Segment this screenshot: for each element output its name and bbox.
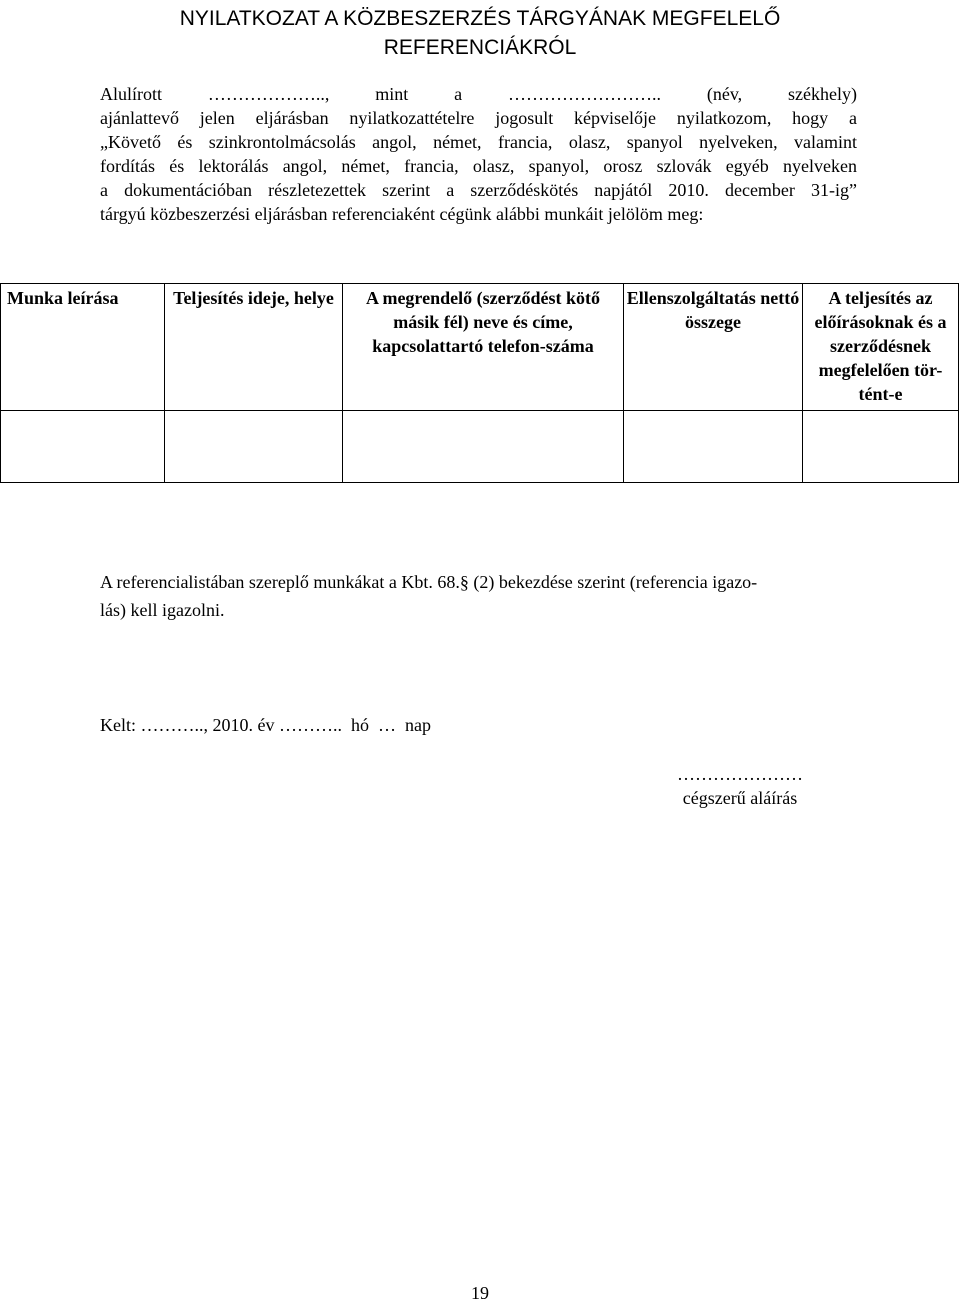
intro-line: fordítás és lektorálás angol, német, francia, olasz, spanyol, orosz szlovák egyéb nyelveken (100, 156, 857, 176)
document-title (0, 4, 960, 62)
intro-line: ajánlattevő jelen eljárásban nyilatkozattételre jogosult képviselője nyilatkozom, hogy a (100, 108, 857, 128)
table-cell[interactable] (165, 411, 343, 483)
intro-line: a dokumentációban részletezettek szerint a szerződéskötés napjától 2010. december 31-ig” (100, 180, 857, 200)
page-number: 19 (471, 1283, 489, 1303)
header-net-amount: Ellenszolgáltatás nettó összege (624, 284, 803, 411)
table-row (1, 411, 959, 483)
title-line-2: REFERENCIÁKRÓL (383, 36, 577, 59)
intro-line: Alulírott ……………….., mint a …………………….. (név, székhely) (100, 84, 857, 104)
table-cell[interactable] (343, 411, 624, 483)
signature-dots: ………………… (677, 764, 803, 784)
note-line-2: lás) kell igazolni. (100, 600, 225, 620)
header-work-description: Munka leírása (1, 284, 165, 411)
date-line: Kelt: ……….., 2010. év ……….. hó … nap (100, 715, 431, 735)
table-cell[interactable] (1, 411, 165, 483)
intro-line: „Követő és szinkrontolmácsolás angol, német, francia, olasz, spanyol nyelveken, valamint (100, 132, 857, 152)
header-completion-time-place: Teljesítés ideje, helye (165, 284, 343, 411)
intro-line: tárgyú közbeszerzési eljárásban referenciaként cégünk alábbi munkáit jelölöm meg: (100, 204, 704, 224)
header-client: A megrendelő (szerződést kötő másik fél) neve és címe, kapcsolattartó telefon-száma (343, 284, 624, 411)
header-compliance: A teljesítés az előírásoknak és a szerződésnek megfelelően tör-tént-e (803, 284, 959, 411)
signature-block (640, 762, 840, 810)
note-paragraph (100, 568, 860, 624)
table-cell[interactable] (624, 411, 803, 483)
signature-label: cégszerű aláírás (682, 788, 798, 808)
title-line-1: NYILATKOZAT A KÖZBESZERZÉS TÁRGYÁNAK MEGFELELŐ (179, 7, 781, 30)
intro-paragraph (100, 82, 857, 226)
note-line-1: A referencialistában szereplő munkákat a Kbt. 68.§ (2) bekezdése szerint (referencia igazo- (100, 572, 758, 592)
table-header-row (1, 284, 959, 411)
table-cell[interactable] (803, 411, 959, 483)
reference-table (0, 283, 959, 483)
